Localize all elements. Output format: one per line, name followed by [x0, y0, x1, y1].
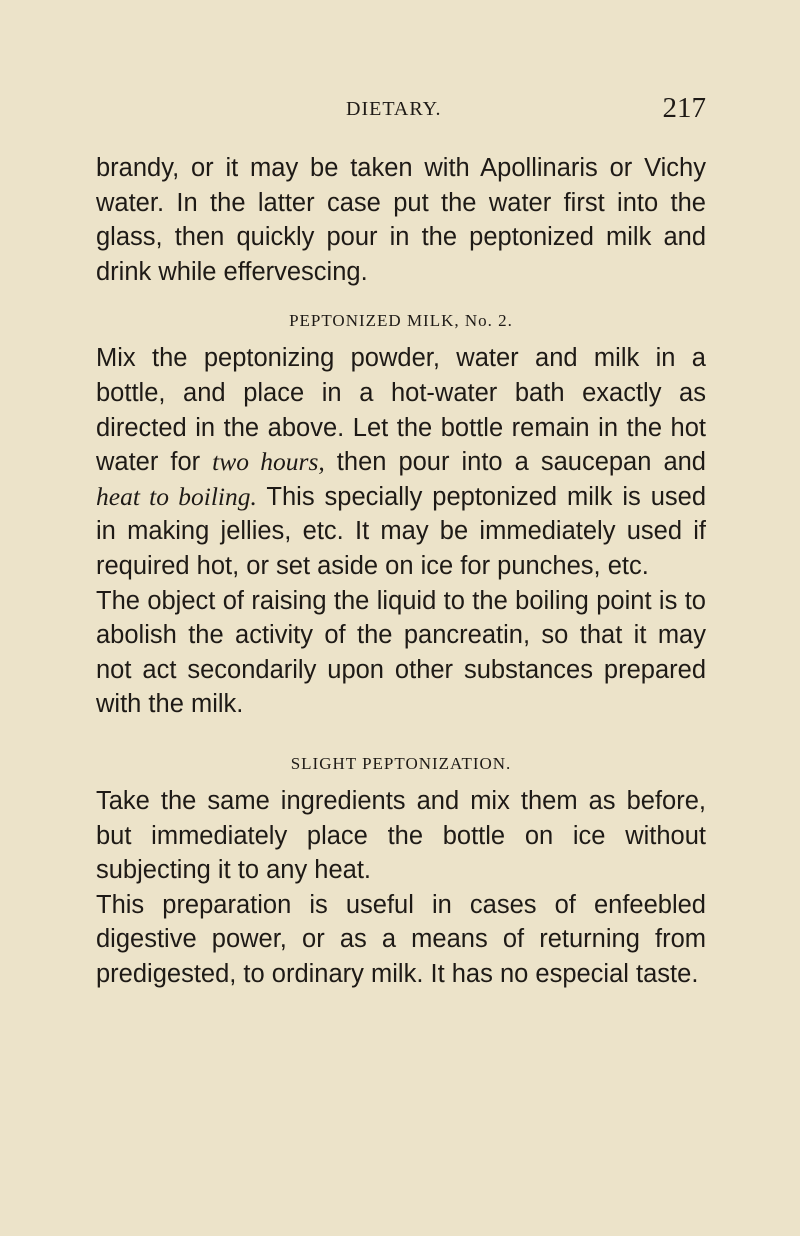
italic-phrase-heat-to-boiling: heat to boiling.	[96, 481, 257, 511]
running-head	[96, 92, 706, 132]
section-heading-peptonized-milk: PEPTONIZED MILK, No. 2.	[289, 311, 513, 331]
running-title: DIETARY.	[346, 98, 442, 120]
italic-phrase-two-hours: two hours,	[212, 447, 325, 477]
opening-paragraph: brandy, or it may be taken with Apollinaris or Vichy water. In the latter case put the water first into the glass, then quickly pour in the peptonized milk and drink while effervescing.	[96, 154, 706, 286]
paragraph-text: then pour into a saucepan and	[324, 448, 706, 477]
slight-peptonization-paragraph-2: This preparation is useful in cases of enfeebled digestive power, or as a means of returning from predigested, to ordinary milk. It has no especial taste.	[96, 890, 706, 988]
slight-peptonization-paragraph-1: Take the same ingredients and mix them as before, but immediately place the bottle on ice without subjecting it to any heat.	[96, 786, 706, 885]
body-text	[96, 151, 706, 991]
peptonized-milk-paragraph-2: The object of raising the liquid to the boiling point is to abolish the activity of the pancreatin, so that it may not act secondarily upon other substances prepared with the milk.	[96, 586, 706, 719]
paragraph-text: This specially peptonized milk is used in making jellies, etc. It may be immediately used if required hot, or set aside on ice for punches, etc.	[96, 482, 706, 580]
peptonized-milk-paragraph-1	[96, 341, 706, 583]
section-heading-slight-peptonization: SLIGHT PEPTONIZATION.	[290, 753, 512, 773]
page-number: 217	[662, 92, 706, 124]
paragraph-text: Mix the peptonizing powder, water and milk in a bottle, and place in a hot-water bath exactly as directed in the above. Let the bottle remain in the hot water for	[96, 344, 706, 477]
